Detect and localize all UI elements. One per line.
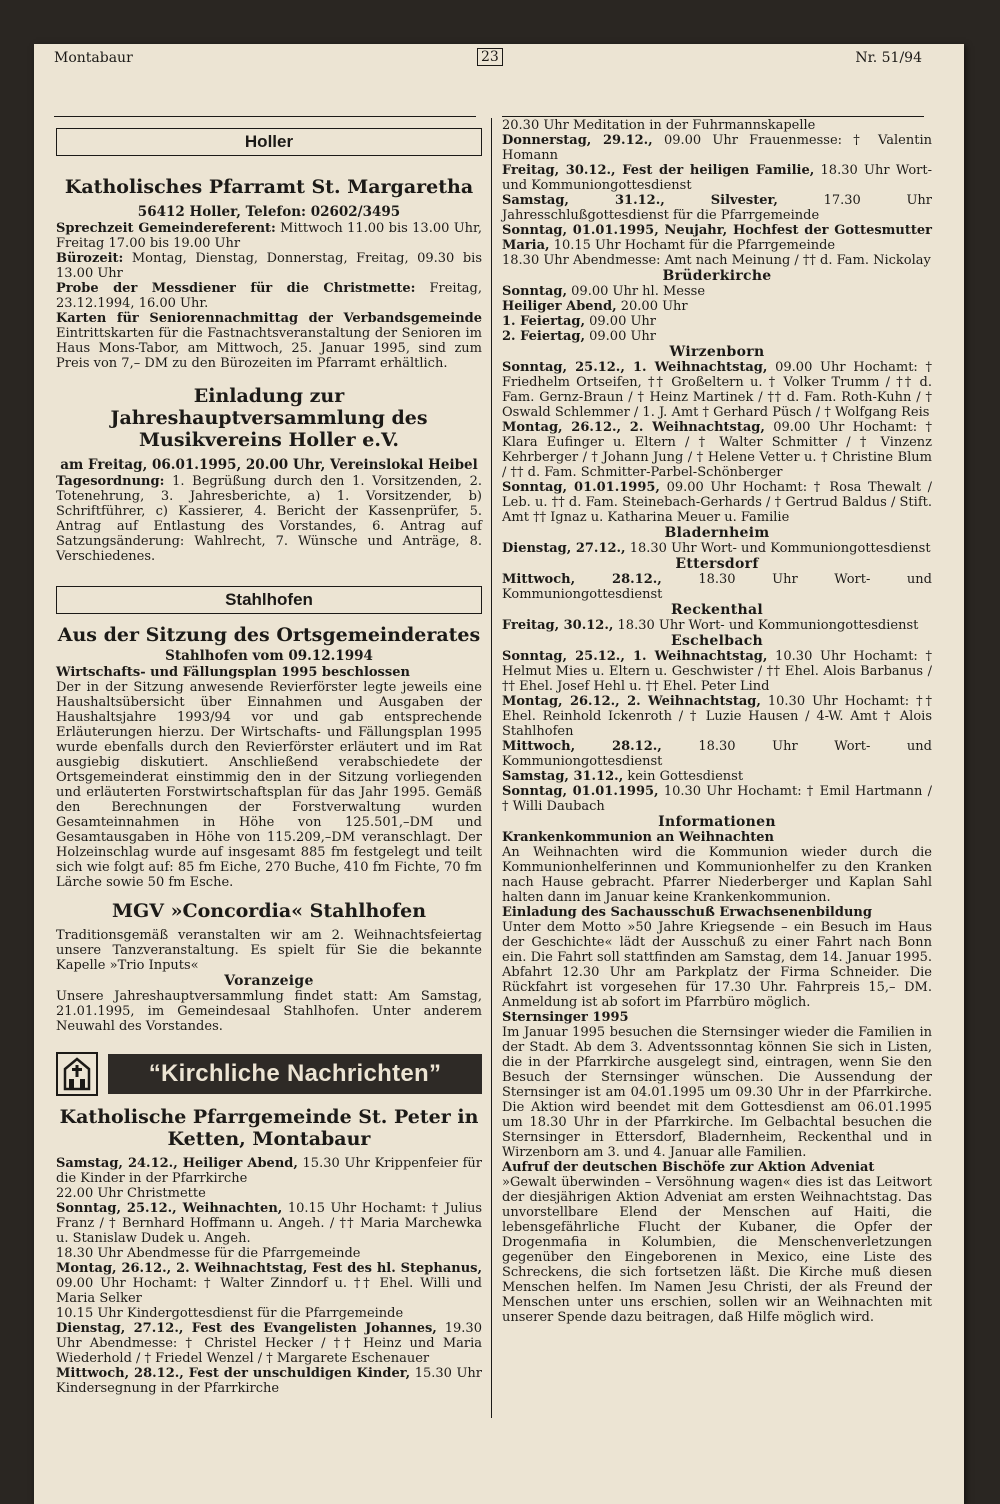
wirzen-title: Wirzenborn bbox=[669, 344, 765, 360]
schedule-entry-date: Mittwoch, 28.12., bbox=[502, 739, 662, 754]
schedule-entry bbox=[502, 618, 932, 633]
schedule-entry-date: Sonntag, 01.01.1995, Neujahr, Hochfest der Gottesmutter Maria, bbox=[502, 223, 932, 253]
schedule-entry-date: Sonntag, 01.01.1995, bbox=[502, 784, 659, 799]
schedule-entry bbox=[502, 329, 932, 344]
schedule-entry-text: 10.30 Uhr Hochamt: † Helmut Mies u. Eltern u. Geschwister / †† Ehel. Alois Barbanus / †† Ehel. Josef Hehl u. †† Ehel. Peter Lind bbox=[502, 649, 932, 694]
schedule-entry bbox=[502, 193, 932, 223]
schedule-entry bbox=[56, 1246, 482, 1261]
schedule-entry bbox=[56, 1321, 482, 1366]
schedule-entry-text: 10.15 Uhr Hochamt: † Julius Franz / † Bernhard Hoffmann u. Angeh. / †† Maria Marchewka u. Stanislaw Dudek u. Angeh. bbox=[56, 1201, 482, 1246]
pfarrgemeinde-title: Katholische Pfarrgemeinde St. Peter in Ketten, Montabaur bbox=[59, 1106, 479, 1150]
brueder-title: Brüderkirche bbox=[662, 268, 772, 284]
tagesordnung-para: Tagesordnung: 1. Begrüßung durch den 1. Vorsitzenden, 2. Totenehrung, 3. Jahresberichte, a) 1. Vorsitzender, b) Schriftführer, c) Kassierer, 4. Bericht der Kassenprüfer, 5. Antrag auf Entlastung des Vorstandes, 6. Antrag auf Satzungsänderung: Wahlrecht, 7. Wünsche und Anträge, 8. Verschiedenes. bbox=[56, 474, 482, 564]
schedule-entry-text: 19.30 Uhr Abendmesse: † Christel Hecker / †† Heinz und Maria Wiederhold / † Friedel Wenzel / † Margarete Eschenauer bbox=[56, 1321, 482, 1366]
einladung-subtitle: am Freitag, 06.01.1995, 20.00 Uhr, Vereinslokal Heibel bbox=[60, 457, 478, 473]
buero-para: Bürozeit: Montag, Dienstag, Donnerstag, Freitag, 09.30 bis 13.00 Uhr bbox=[56, 251, 482, 281]
header-location: Montabaur bbox=[54, 50, 133, 66]
schedule-entry-text: 10.15 Uhr Kindergottesdienst für die Pfarrgemeinde bbox=[56, 1306, 404, 1321]
schedule-entry-date: Dienstag, 27.12., Fest des Evangelisten Johannes, bbox=[56, 1321, 437, 1336]
schedule-entry bbox=[56, 1201, 482, 1246]
schedule-entry-text: 09.00 Uhr Hochamt: † Friedhelm Ortseifen, †† Großeltern u. † Volker Trumm / †† d. Fam. Gernz-Braun / † Heinz Martinek / †† d. Fam. Roth-Kuhn / † Oswald Schlemmer / 1. J. Amt † Gerhard Püsch / † Wolfgang Reis bbox=[502, 360, 932, 420]
schedule-entry bbox=[502, 649, 932, 694]
wirzen-entries bbox=[502, 360, 932, 525]
kirchliche-banner bbox=[56, 1052, 482, 1096]
schedule-entry-date: Mittwoch, 28.12., Fest der unschuldigen Kinder, bbox=[56, 1366, 411, 1381]
schedule-entry-text: 18.30 Uhr Abendmesse: Amt nach Meinung / †† d. Fam. Nickolay bbox=[502, 253, 931, 268]
page-number: 23 bbox=[477, 48, 503, 66]
schedule-entry-date: Heiliger Abend, bbox=[502, 299, 617, 314]
schedule-continued bbox=[502, 118, 932, 268]
etters-title: Ettersdorf bbox=[675, 556, 759, 572]
sachaus-heading: Einladung des Sachausschuß Erwachsenenbildung bbox=[502, 905, 872, 920]
schedule-entry-date: Dienstag, 27.12., bbox=[502, 541, 626, 556]
header-rule-right bbox=[502, 116, 924, 117]
schedule-entry-text: 09.00 Uhr bbox=[585, 314, 657, 329]
eschel-entries bbox=[502, 649, 932, 814]
schedule-entry bbox=[502, 739, 932, 769]
schedule-entry bbox=[502, 133, 932, 163]
schedule-entry-text: 10.15 Uhr Hochamt für die Pfarrgemeinde bbox=[549, 238, 836, 253]
schedule-entry-date: Freitag, 30.12., bbox=[502, 618, 614, 633]
header-rule-left bbox=[54, 116, 476, 117]
aufruf-heading: Aufruf der deutschen Bischöfe zur Aktion Adveniat bbox=[502, 1160, 875, 1175]
blader-entries bbox=[502, 541, 932, 556]
wirtschaft-para: Der in der Sitzung anwesende Revierförster legte jeweils eine Haushaltsübersicht über Einnahmen und Ausgaben der Haushaltsjahre 1993/94 vor und gab entsprechende Erläuterungen hierzu. Der Wirtschafts- und Fällungsplan 1995 wurde ebenfalls durch den Revierförster erläutert und im Rat ausgiebig diskutiert. Anschließend verabschiedete der Ortsgemeinderat einstimmig den in der Sitzung vorliegenden und erläuterten Forstwirtschaftsplan für das Jahr 1995. Gemäß den Berechnungen der Forstverwaltung wurden Gesamteinnahmen in Höhe von 125.501,–DM und Gesamtausgaben in Höhe von 115.209,–DM veranschlagt. Der Holzeinschlag wurde auf insgesamt 885 fm festgelegt und teilt sich wie folgt auf: 85 fm Eiche, 270 Buche, 410 fm Fichte, 70 fm Lärche sowie 50 fm Esche. bbox=[56, 680, 482, 890]
schedule-entry-text: 20.00 Uhr bbox=[616, 299, 688, 314]
schedule-entry bbox=[502, 360, 932, 420]
schedule-entry bbox=[502, 769, 932, 784]
karten-para: Karten für Seniorennachmittag der Verbandsgemeinde Eintrittskarten für die Fastnachtsveranstaltung der Senioren im Haus Mons-Tabor, am Mittwoch, 25. Januar 1995, sind zum Preis von 7,– DM zu den Bürozeiten im Pfarramt erhältlich. bbox=[56, 311, 482, 371]
schedule-entry-date: Sonntag, 01.01.1995, bbox=[502, 480, 660, 495]
pfarramt-subtitle: 56412 Holler, Telefon: 02602/3495 bbox=[137, 204, 401, 220]
mgv-title: MGV »Concordia« Stahlhofen bbox=[111, 900, 427, 922]
schedule-entry-text: 18.30 Uhr Wort- und Kommuniongottesdienst bbox=[502, 163, 933, 193]
schedule-entry-text: 22.00 Uhr Christmette bbox=[56, 1186, 206, 1201]
pfarramt-title: Katholisches Pfarramt St. Margaretha bbox=[64, 176, 474, 198]
schedule-entry-text: 09.00 Uhr Hochamt: † Rosa Thewalt / Leb. u. †† d. Fam. Steinebach-Gerhards / † Gertrud Baldus / Stift. Amt †† Ignaz u. Katharina Meuer u. Familie bbox=[502, 480, 932, 525]
etters-entries bbox=[502, 572, 932, 602]
voranzeige-para: Unsere Jahreshauptversammlung findet statt: Am Samstag, 21.01.1995, im Gemeindesaal Stahlhofen. Unter anderem Neuwahl des Vorstandes. bbox=[56, 989, 482, 1034]
sachaus-para: Unter dem Motto »50 Jahre Kriegsende – ein Besuch im Haus der Geschichte« lädt der Ausschuß zu einer Fahrt nach Bonn ein. Die Fahrt soll stattfinden am Samstag, dem 14. Januar 1995. Abfahrt 12.30 Uhr am Parkplatz der Firma Schneider. Die Rückfahrt ist vorgesehen für 17.30 Uhr. Fahrpreis 15,– DM. Anmeldung ist ab sofort im Pfarrbüro möglich. bbox=[502, 920, 932, 1010]
schedule-entry-date: 2. Feiertag, bbox=[502, 329, 585, 344]
schedule-entry-text: 09.00 Uhr Hochamt: † Walter Zinndorf u. †† Ehel. Willi und Maria Selker bbox=[56, 1276, 482, 1306]
kirchliche-title: “Kirchliche Nachrichten” bbox=[108, 1054, 482, 1094]
schedule-entry-date: Samstag, 31.12., Silvester, bbox=[502, 193, 778, 208]
schedule-entry-text: 09.00 Uhr hl. Messe bbox=[567, 284, 706, 299]
schedule-entry-date: Donnerstag, 29.12., bbox=[502, 133, 653, 148]
recken-entries bbox=[502, 618, 932, 633]
schedule-entry-text: 15.30 Uhr Krippenfeier für die Kinder in der Pfarrkirche bbox=[56, 1156, 482, 1186]
schedule-entry-text: 18.30 Uhr Wort- und Kommuniongottesdienst bbox=[502, 739, 932, 769]
schedule-entry bbox=[56, 1366, 482, 1396]
schedule-entry bbox=[502, 253, 932, 268]
schedule-entry bbox=[56, 1261, 482, 1306]
schedule-entry bbox=[502, 480, 932, 525]
schedule-entry-date: Samstag, 24.12., Heiliger Abend, bbox=[56, 1156, 298, 1171]
schedule-entry-date: Samstag, 31.12., bbox=[502, 769, 624, 784]
schedule-entry-text: 10.30 Uhr Hochamt: †† Ehel. Reinhold Ickenroth / † Luzie Hausen / 4-W. Amt † Alois Stahlhofen bbox=[502, 694, 932, 739]
probe-para: Probe der Messdiener für die Christmette: Freitag, 23.12.1994, 16.00 Uhr. bbox=[56, 281, 482, 311]
issue-number: Nr. 51/94 bbox=[855, 50, 922, 66]
schedule-entry-text: 09.00 Uhr Hochamt: † Klara Eufinger u. Eltern / † Walter Schmitter / † Vinzenz Kehrberger / † Johann Jung / † Helene Vetter u. † Christine Blum / †† d. Fam. Schmitter-Parbel-Schönberger bbox=[502, 420, 932, 480]
schedule-entry-text: 10.30 Uhr Hochamt: † Emil Hartmann / † Willi Daubach bbox=[502, 784, 932, 814]
section-box-holler: Holler bbox=[56, 128, 482, 156]
stern-para: Im Januar 1995 besuchen die Sternsinger wieder die Familien in der Stadt. Ab dem 3. Adventssonntag können Sie sich in Listen, die in der Pfarrkirche ausgelegt sind, eintragen, wenn Sie den Besuch der Sternsinger wünschen. Die Aussendung der Sternsinger ist am 04.01.1995 um 09.30 Uhr in der Pfarrkirche. Die Aktion wird beendet mit dem Gottesdienst am 06.01.1995 um 18.30 Uhr in der Pfarrkirche. Im Gelbachtal besuchen die Sternsinger in Ettersdorf, Bladernheim, Reckenthal und in Wirzenborn am 3. und 4. Januar alle Familien. bbox=[502, 1025, 932, 1160]
mgv-para: Traditionsgemäß veranstalten wir am 2. Weihnachtsfeiertag unsere Tanzveranstaltung. Es spielt für Sie die bekannte Kapelle »Trio Inputs« bbox=[56, 928, 482, 973]
schedule-entry-date: 1. Feiertag, bbox=[502, 314, 585, 329]
kirchliche-entries bbox=[56, 1156, 482, 1396]
schedule-entry bbox=[502, 572, 932, 602]
recken-title: Reckenthal bbox=[671, 602, 763, 618]
left-column bbox=[56, 126, 482, 1396]
schedule-entry bbox=[56, 1306, 482, 1321]
wirtschaft-heading: Wirtschafts- und Fällungsplan 1995 beschlossen bbox=[56, 665, 410, 680]
einladung-title: Einladung zur Jahreshauptversammlung des Musikvereins Holler e.V. bbox=[110, 385, 428, 451]
schedule-entry-date: Freitag, 30.12., Fest der heiligen Familie, bbox=[502, 163, 815, 178]
schedule-entry bbox=[502, 784, 932, 814]
schedule-entry-text: 20.30 Uhr Meditation in der Fuhrmannskapelle bbox=[502, 118, 816, 133]
schedule-entry-text: kein Gottesdienst bbox=[623, 769, 744, 784]
church-icon bbox=[56, 1052, 98, 1096]
schedule-entry-text: 17.30 Uhr Jahresschlußgottesdienst für die Pfarrgemeinde bbox=[502, 193, 933, 223]
schedule-entry-date: Sonntag, 25.12., Weihnachten, bbox=[56, 1201, 283, 1216]
kranken-heading: Krankenkommunion an Weihnachten bbox=[502, 830, 775, 845]
schedule-entry-date: Montag, 26.12., 2. Weihnachtstag, Fest des hl. Stephanus, bbox=[56, 1261, 482, 1276]
aufruf-para: »Gewalt überwinden – Versöhnung wagen« dies ist das Leitwort der diesjährigen Aktion Adveniat am ersten Weihnachtstag. Das unvorstellbare Elend der Menschen auf Haiti, die lebensgefährliche Flucht der Kubaner, die Opfer der Drogenmafia in Kolumbien, die Menschenverletzungen gegenüber den Eingeborenen in Mexico, eine Liste des Schreckens, die sich fortsetzen läßt. Die Kirche muß diesen Menschen helfen. Im Namen Jesu Christi, der als Freund der Menschen unter uns erschien, sollen wir an Weihnachten mit unserer Spende dazu beitragen, daß Hilfe möglich wird. bbox=[502, 1175, 932, 1325]
schedule-entry bbox=[56, 1186, 482, 1201]
schedule-entry bbox=[502, 299, 932, 314]
blader-title: Bladernheim bbox=[664, 525, 770, 541]
right-column bbox=[502, 118, 932, 1325]
schedule-entry-text: 09.00 Uhr Frauenmesse: † Valentin Homann bbox=[502, 133, 932, 163]
schedule-entry bbox=[56, 1156, 482, 1186]
schedule-entry-text: 15.30 Uhr Kindersegnung in der Pfarrkirche bbox=[56, 1366, 482, 1396]
schedule-entry-text: 09.00 Uhr bbox=[585, 329, 657, 344]
eschel-title: Eschelbach bbox=[670, 633, 764, 649]
info-title: Informationen bbox=[658, 814, 776, 830]
brueder-entries bbox=[502, 284, 932, 344]
sitzung-subtitle: Stahlhofen vom 09.12.1994 bbox=[165, 648, 373, 664]
sitzung-title: Aus der Sitzung des Ortsgemeinderates bbox=[57, 624, 481, 646]
stern-heading: Sternsinger 1995 bbox=[502, 1010, 629, 1025]
schedule-entry-date: Montag, 26.12., 2. Weihnachtstag, bbox=[502, 420, 765, 435]
schedule-entry bbox=[502, 314, 932, 329]
kranken-para: An Weihnachten wird die Kommunion wieder durch die Kommunionhelferinnen und Kommunionhelfer zu den Kranken nach Hause gebracht. Pfarrer Niederberger und Kaplan Sahl halten dann im Januar keine Krankenkommunion. bbox=[502, 845, 932, 905]
schedule-entry-text: 18.30 Uhr Wort- und Kommuniongottesdienst bbox=[502, 572, 932, 602]
schedule-entry bbox=[502, 284, 932, 299]
section-box-stahlhofen: Stahlhofen bbox=[56, 586, 482, 614]
sprechzeit-para: Sprechzeit Gemeindereferent: Mittwoch 11.00 bis 13.00 Uhr, Freitag 17.00 bis 19.00 Uhr bbox=[56, 221, 482, 251]
schedule-entry-text: 18.30 Uhr Abendmesse für die Pfarrgemeinde bbox=[56, 1246, 361, 1261]
schedule-entry bbox=[502, 223, 932, 253]
schedule-entry-date: Sonntag, 25.12., 1. Weihnachtstag, bbox=[502, 649, 768, 664]
schedule-entry bbox=[502, 163, 932, 193]
schedule-entry-date: Sonntag, bbox=[502, 284, 568, 299]
schedule-entry-text: 18.30 Uhr Wort- und Kommuniongottesdienst bbox=[625, 541, 931, 556]
schedule-entry-date: Sonntag, 25.12., 1. Weihnachtstag, bbox=[502, 360, 768, 375]
schedule-entry-date: Mittwoch, 28.12., bbox=[502, 572, 662, 587]
schedule-entry-date: Montag, 26.12., 2. Weihnachtstag, bbox=[502, 694, 761, 709]
column-divider bbox=[491, 118, 492, 1418]
schedule-entry bbox=[502, 694, 932, 739]
schedule-entry bbox=[502, 420, 932, 480]
voranzeige-title: Voranzeige bbox=[224, 973, 314, 989]
schedule-entry-text: 18.30 Uhr Wort- und Kommuniongottesdienst bbox=[613, 618, 919, 633]
schedule-entry bbox=[502, 541, 932, 556]
schedule-entry bbox=[502, 118, 932, 133]
